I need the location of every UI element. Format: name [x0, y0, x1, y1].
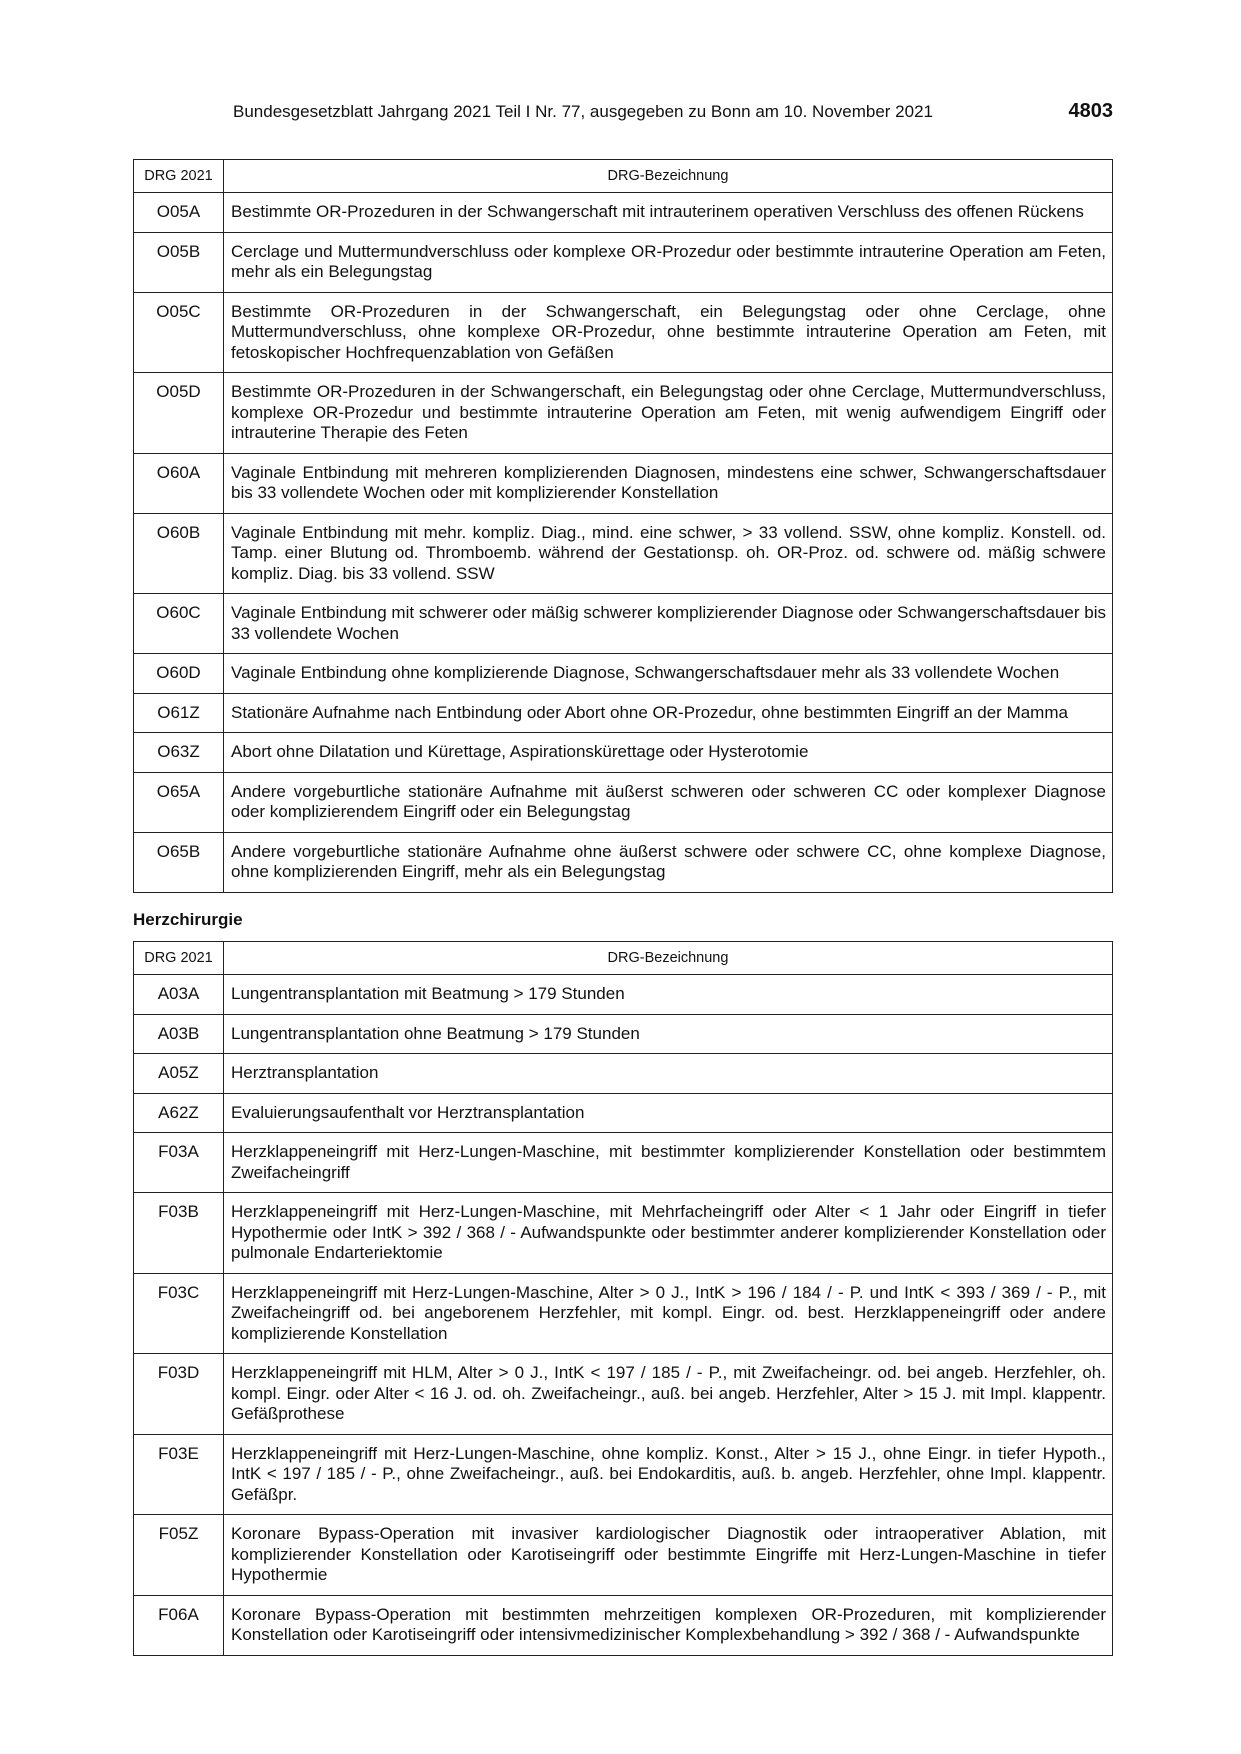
drg-description: Koronare Bypass-Operation mit bestimmten mehrzeitigen komplexen OR-Prozeduren, mit komplizierender Konstellation oder Karotiseingriff oder intensivmedizinischer Komplexbehandlung > 392 / 368 / - Aufwandspunkte [224, 1595, 1113, 1655]
drg-table-obstetrics [133, 159, 1113, 893]
table-row [134, 453, 1113, 513]
table-body [134, 193, 1113, 893]
drg-code: F03E [134, 1434, 224, 1515]
table-row [134, 832, 1113, 892]
drg-description: Andere vorgeburtliche stationäre Aufnahme mit äußerst schweren oder schweren CC oder komplexer Diagnose oder komplizierendem Eingriff oder ein Belegungstag [224, 772, 1113, 832]
drg-code: O63Z [134, 733, 224, 773]
table-row [134, 693, 1113, 733]
drg-description: Herzklappeneingriff mit Herz-Lungen-Maschine, mit bestimmter komplizierender Konstellation oder bestimmtem Zweifacheingriff [224, 1133, 1113, 1193]
table-header-row [134, 160, 1113, 193]
drg-description: Bestimmte OR-Prozeduren in der Schwangerschaft mit intrauterinem operativen Verschluss des offenen Rückens [224, 193, 1113, 233]
drg-code: F03D [134, 1354, 224, 1435]
column-header-description: DRG-Bezeichnung [224, 160, 1113, 193]
gazette-title: Bundesgesetzblatt Jahrgang 2021 Teil I Nr. 77, ausgegeben zu Bonn am 10. November 2021 [233, 102, 933, 121]
drg-code: O65B [134, 832, 224, 892]
table-row [134, 193, 1113, 233]
drg-code: O05C [134, 292, 224, 373]
table-row [134, 733, 1113, 773]
table-row [134, 1133, 1113, 1193]
drg-description: Herzklappeneingriff mit Herz-Lungen-Maschine, Alter > 0 J., IntK > 196 / 184 / - P. und IntK < 393 / 369 / - P., mit Zweifacheingriff od. bei angeborenem Herzfehler, mit kompl. Eingr. od. best. Herzklappeneingriff oder andere komplizierende Konstellation [224, 1273, 1113, 1354]
table-row [134, 373, 1113, 454]
drg-description: Lungentransplantation ohne Beatmung > 179 Stunden [224, 1014, 1113, 1054]
drg-description: Herztransplantation [224, 1054, 1113, 1094]
drg-code: O60B [134, 513, 224, 594]
drg-description: Vaginale Entbindung mit mehr. kompliz. Diag., mind. eine schwer, > 33 vollend. SSW, ohne kompliz. Konstell. od. Tamp. einer Blutung od. Thromboemb. während der Gestationsp. oh. OR-Proz. od. schwere od. mäßig schwere kompliz. Diag. bis 33 vollend. SSW [224, 513, 1113, 594]
drg-code: A03A [134, 975, 224, 1015]
table-row [134, 1014, 1113, 1054]
drg-description: Bestimmte OR-Prozeduren in der Schwangerschaft, ein Belegungstag oder ohne Cerclage, Muttermundverschluss, komplexe OR-Prozedur und bestimmte intrauterine Operation am Feten, mit wenig aufwendigem Eingriff oder intrauterine Therapie des Feten [224, 373, 1113, 454]
drg-description: Vaginale Entbindung mit mehreren komplizierenden Diagnosen, mindestens eine schwer, Schwangerschaftsdauer bis 33 vollendete Wochen oder mit komplizierender Konstellation [224, 453, 1113, 513]
drg-code: O05D [134, 373, 224, 454]
table-row [134, 1595, 1113, 1655]
drg-description: Andere vorgeburtliche stationäre Aufnahme ohne äußerst schwere oder schwere CC, ohne komplexe Diagnose, ohne komplizierenden Eingriff, mehr als ein Belegungstag [224, 832, 1113, 892]
table-header-row [134, 942, 1113, 975]
column-header-description: DRG-Bezeichnung [224, 942, 1113, 975]
drg-code: F06A [134, 1595, 224, 1655]
table-row [134, 1193, 1113, 1274]
page-header [233, 100, 1113, 128]
drg-description: Vaginale Entbindung ohne komplizierende Diagnose, Schwangerschaftsdauer mehr als 33 vollendete Wochen [224, 654, 1113, 694]
section-title-herzchirurgie: Herzchirurgie [133, 910, 243, 929]
drg-description: Vaginale Entbindung mit schwerer oder mäßig schwerer komplizierender Diagnose oder Schwangerschaftsdauer bis 33 vollendete Wochen [224, 594, 1113, 654]
column-header-code: DRG 2021 [134, 942, 224, 975]
page-number: 4803 [1068, 100, 1113, 122]
table-row [134, 975, 1113, 1015]
drg-description: Koronare Bypass-Operation mit invasiver kardiologischer Diagnostik oder intraoperativer Ablation, mit komplizierender Konstellation oder Karotiseingriff oder bestimmte Eingriffe mit Herz-Lungen-Maschine in tiefer Hypothermie [224, 1515, 1113, 1596]
table-body [134, 975, 1113, 1656]
table-row [134, 232, 1113, 292]
drg-code: O05A [134, 193, 224, 233]
drg-code: O60D [134, 654, 224, 694]
drg-description: Evaluierungsaufenthalt vor Herztransplantation [224, 1093, 1113, 1133]
drg-code: F03C [134, 1273, 224, 1354]
drg-code: O60A [134, 453, 224, 513]
drg-code: O65A [134, 772, 224, 832]
table-row [134, 1515, 1113, 1596]
drg-description: Abort ohne Dilatation und Kürettage, Aspirationskürettage oder Hysterotomie [224, 733, 1113, 773]
drg-code: F05Z [134, 1515, 224, 1596]
drg-code: O05B [134, 232, 224, 292]
table-row [134, 772, 1113, 832]
drg-code: F03A [134, 1133, 224, 1193]
table-row [134, 1273, 1113, 1354]
table-row [134, 1054, 1113, 1094]
drg-code: O60C [134, 594, 224, 654]
drg-table-cardiac-surgery [133, 941, 1113, 1656]
column-header-code: DRG 2021 [134, 160, 224, 193]
table-row [134, 654, 1113, 694]
drg-code: A03B [134, 1014, 224, 1054]
drg-description: Stationäre Aufnahme nach Entbindung oder Abort ohne OR-Prozedur, ohne bestimmten Eingriff an der Mamma [224, 693, 1113, 733]
table-row [134, 1354, 1113, 1435]
table-row [134, 513, 1113, 594]
table-row [134, 1434, 1113, 1515]
drg-description: Bestimmte OR-Prozeduren in der Schwangerschaft, ein Belegungstag oder ohne Cerclage, ohne Muttermundverschluss, ohne komplexe OR-Prozedur, ohne bestimmte intrauterine Operation am Feten, mit fetoskopischer Hochfrequenzablation von Gefäßen [224, 292, 1113, 373]
drg-description: Herzklappeneingriff mit HLM, Alter > 0 J., IntK < 197 / 185 / - P., mit Zweifacheingr. od. bei angeb. Herzfehler, oh. kompl. Eingr. oder Alter < 16 J. od. oh. Zweifacheingr., auß. bei angeb. Herzfehler, Alter > 15 J. mit Impl. klappentr. Gefäßprothese [224, 1354, 1113, 1435]
drg-description: Herzklappeneingriff mit Herz-Lungen-Maschine, mit Mehrfacheingriff oder Alter < 1 Jahr oder Eingriff in tiefer Hypothermie oder IntK > 392 / 368 / - Aufwandspunkte oder bestimmter anderer komplizierender Konstellation oder pulmonale Endarteriektomie [224, 1193, 1113, 1274]
table-row [134, 292, 1113, 373]
drg-code: F03B [134, 1193, 224, 1274]
drg-code: A05Z [134, 1054, 224, 1094]
drg-description: Cerclage und Muttermundverschluss oder komplexe OR-Prozedur oder bestimmte intrauterine Operation am Feten, mehr als ein Belegungstag [224, 232, 1113, 292]
drg-code: O61Z [134, 693, 224, 733]
table-row [134, 594, 1113, 654]
drg-description: Lungentransplantation mit Beatmung > 179 Stunden [224, 975, 1113, 1015]
drg-code: A62Z [134, 1093, 224, 1133]
table-row [134, 1093, 1113, 1133]
drg-description: Herzklappeneingriff mit Herz-Lungen-Maschine, ohne kompliz. Konst., Alter > 15 J., ohne Eingr. in tiefer Hypoth., IntK < 197 / 185 / - P., ohne Zweifacheingr., auß. bei Endokarditis, auß. b. angeb. Herzfehler, ohne Impl. klappentr. Gefäßpr. [224, 1434, 1113, 1515]
